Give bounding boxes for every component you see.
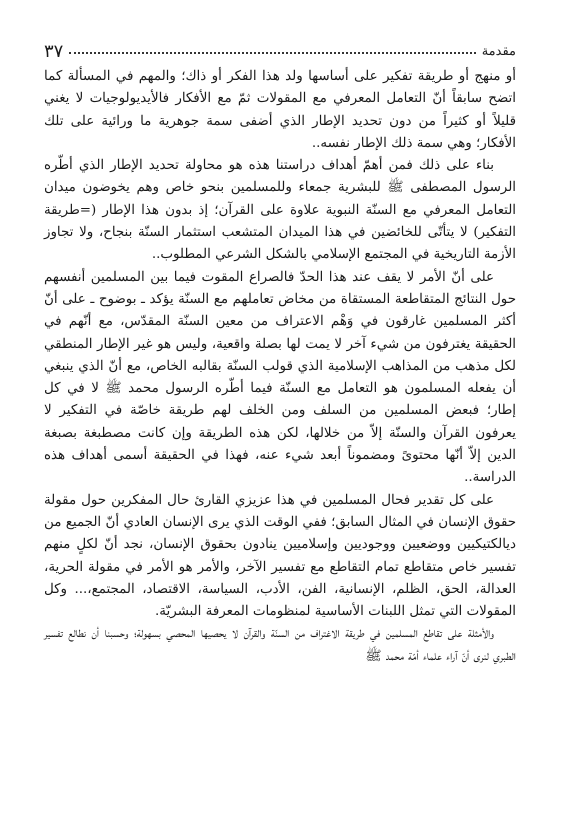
- paragraph-3: على أنّ الأمر لا يقف عند هذا الحدّ فالصراع المقوت فيما بين المسلمين أنفسهم حول النتائج المتقاطعة المستقاة من مخاض تعاملهم مع السنّة يؤكد ـ بوضوح ـ على أنّ أكثر المسلمين غارقون في وَهْم الاعتراف من معين السنّة المقدّس، مع أنّهم في الحقيقة يغترفون من شيء آخر لا يمت لها بصلة واقعية، وليس هو غير الإطار المنطقي لكل مذهب من المذاهب الإسلامية الذي قولب السنّة بقالبه الخاص، مع أنّ الذي ينبغي أن يفعله المسلمون هو التعامل مع السنّة فيما أطّره الرسول محمد ﷺ لا في كل إطار؛ فبعض المسلمين من السلف ومن الخلف لهم طريقة خاصّة في التفكير لا يعرفون القرآن والسنّة إلاّ من خلالها، لكن هذه الطريقة وإن كانت مصطبغة بصبغة الدين إلاّ أنّها محتوىً ومضموناً أبعد شيء عنه، فهذا في الحقيقة أسمى أهداف هذه الدراسة..: [44, 269, 516, 486]
- paragraph-2: بناء على ذلك فمن أهمّ أهداف دراستنا هذه هو محاولة تحديد الإطار الذي أطّره الرسول المصطفى ﷺ للبشرية جمعاء وللمسلمين بنحو خاص وهم يخوضون ميدان التعامل المعرفي مع السنّة النبوية علاوة على القرآن؛ إذ بدون هذا الإطار (=طريقة التفكير) لا يتأتّى للخائضين في هذا الميدان المتشعب استثمار السنّة بنجاح، ولا تجاوز الأزمة التاريخية في المجتمع الإسلامي بالشكل الشرعي المطلوب..: [44, 158, 516, 263]
- paragraph-5: والأمثلة على تقاطع المسلمين في طريقة الاغتراف من السنّة والقرآن لا يحصيها المحصي بسهولة؛ وحسبنا أن نطالع تفسير الطبري لنرى أنّ آراء علماء أمّة محمد ﷺ: [44, 626, 516, 664]
- running-header: [44, 40, 516, 62]
- header-dotted-leader: [69, 52, 475, 54]
- page-number: ٣٧: [44, 40, 64, 62]
- paragraph-1: أو منهج أو طريقة تفكير على أساسها ولد هذا الفكر أو ذاك؛ والمهم في المسألة كما اتضح سابقاً أنّ التعامل المعرفي مع المقولات ثمّ مع الأفكار فالأيديولوجيات لا يغني قليلاً أو كثيراً من دون تحديد الإطار الذي أضفى سمة جوهرية ما ورائية على تلك الأفكار؛ وهي سمة ذلك الإطار نفسه..: [44, 69, 516, 151]
- section-title: مقدمة: [481, 43, 516, 59]
- body-text: [44, 66, 516, 668]
- paragraph-4: على كل تقدير فحال المسلمين في هذا عزيزي القارئ حال المفكرين حول مقولة حقوق الإنسان في المثال السابق؛ ففي الوقت الذي يرى الإنسان العادي أنّ الجميع من ديالكتيكيين ووضعيين ووجوديين وإسلاميين ينادون بحقوق الإنسان، نجد أنّ لكلٍ منهم تفسير خاص متقاطع تمام التقاطع مع تفسير الآخر، والأمر هو الأمر في مقولة الحرية، العدالة، الحق، الظلم، الإنسانية، الفن، الأدب، السياسة، الاقتصاد، المجتمع،... وكل المقولات التي تمثل اللبنات الأساسية لمنظومات المعرفة البشريّة.: [44, 492, 516, 620]
